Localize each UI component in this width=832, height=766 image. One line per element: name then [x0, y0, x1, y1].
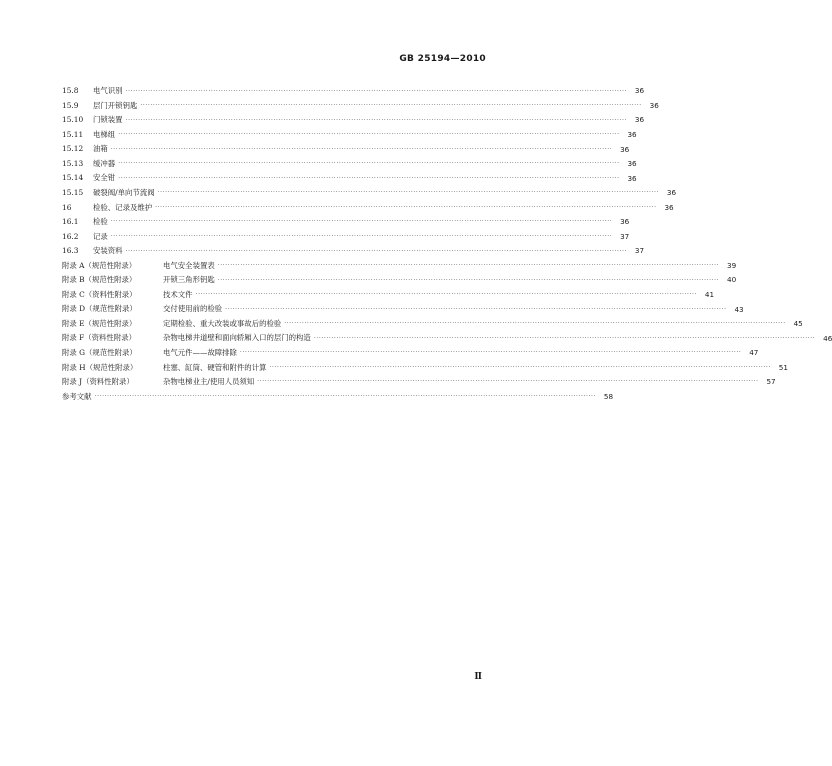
toc-entry-title: 破裂阀/单向节流阀 [93, 187, 155, 197]
toc-entry-page: 45 [793, 319, 803, 329]
toc-entry-number: 附录 H（规范性附录） [62, 362, 138, 372]
toc-entry-page: 57 [766, 377, 776, 387]
toc-entry-page: 36 [627, 173, 637, 183]
toc-entry-title: 技术文件 [163, 289, 193, 299]
toc-entry[interactable] [62, 356, 788, 372]
toc-entry-number: 15.14 [62, 173, 84, 183]
toc-leader-dots: ········································································································································································································ [269, 363, 771, 371]
toc-entry-title: 油箱 [93, 144, 108, 154]
toc-entry-number: 15.12 [62, 144, 84, 154]
toc-entry[interactable] [62, 124, 637, 139]
toc-entry-number: 16 [62, 202, 72, 212]
toc-entry[interactable] [62, 153, 637, 169]
toc-entry-number: 15.11 [62, 129, 84, 139]
toc-entry[interactable] [62, 255, 737, 270]
toc-leader-dots: ········································································································································································································ [118, 131, 620, 139]
toc-entry-number: 附录 B（规范性附录） [62, 275, 137, 285]
toc-entry-page: 39 [727, 260, 737, 270]
toc-entry-page: 40 [727, 275, 737, 285]
toc-leader-dots: ········································································································································································································ [125, 116, 628, 124]
toc-entry[interactable] [62, 298, 744, 314]
toc-leader-dots: ········································································································································································································ [257, 378, 759, 386]
toc-leader-dots: ········································································································································································································ [217, 262, 720, 270]
toc-entry[interactable] [62, 80, 645, 96]
toc-leader-dots: ········································································································································································································ [217, 276, 720, 284]
toc-leader-dots: ········································································································································································································ [125, 247, 628, 255]
toc-leader-dots: ········································································································································································································ [118, 174, 620, 182]
toc-entry-title: 电气识别 [93, 86, 123, 96]
toc-entry[interactable] [62, 211, 630, 227]
toc-entry-title: 电梯组 [93, 129, 116, 139]
toc-entry-title: 电气安全装置表 [163, 260, 215, 270]
toc-leader-dots: ········································································································································································································ [225, 305, 727, 313]
toc-leader-dots: ········································································································································································································ [155, 203, 657, 211]
toc-entry-title: 柱塞、缸筒、硬管和附件的计算 [163, 362, 267, 372]
toc-entry-title: 定期检验、重大改装或事故后的检验 [163, 318, 282, 328]
toc-entry-number: 附录 E（规范性附录） [62, 318, 137, 328]
toc-entry[interactable] [62, 225, 630, 241]
page-number: Ⅱ [474, 672, 482, 682]
toc-leader-dots: ········································································································································································································ [94, 393, 597, 401]
toc-entry-number: 15.10 [62, 115, 84, 125]
toc-leader-dots: ········································································································································································································ [284, 320, 786, 328]
toc-entry-title: 检验、记录及维护 [93, 202, 153, 212]
toc-entry-page: 47 [749, 348, 759, 358]
toc-entry-title: 安装资料 [93, 246, 123, 256]
toc-entry-title: 记录 [93, 231, 108, 241]
toc-entry-page: 36 [620, 217, 630, 227]
toc-entry-title: 检验 [93, 217, 108, 227]
toc-entry-page: 36 [666, 188, 677, 198]
toc-entry[interactable] [62, 196, 674, 212]
toc-leader-dots: ········································································································································································································ [313, 334, 816, 342]
toc-entry-title: 参考文献 [62, 391, 92, 401]
toc-entry-title: 层门开锁钥匙 [93, 100, 138, 110]
toc-entry-number: 16.2 [62, 231, 79, 241]
toc-entry-page: 51 [778, 362, 788, 372]
toc-entry[interactable] [62, 240, 645, 256]
toc-leader-dots: ········································································································································································································ [239, 349, 742, 357]
toc-entry-page: 46 [823, 333, 832, 343]
toc-leader-dots: ········································································································································································································ [140, 102, 642, 110]
toc-entry[interactable] [62, 342, 759, 358]
toc-entry-title: 杂物电梯业主/使用人员须知 [163, 377, 255, 387]
toc-entry-page: 37 [620, 231, 630, 241]
toc-entry[interactable] [62, 109, 645, 125]
toc-entry[interactable] [62, 269, 737, 285]
toc-entry-page: 36 [627, 159, 637, 169]
toc-entry-title: 交付使用前的检验 [163, 304, 223, 314]
toc-entry-page: 36 [627, 129, 637, 139]
toc-entry-page: 36 [634, 86, 645, 96]
toc-entry[interactable] [62, 327, 832, 343]
toc-leader-dots: ········································································································································································································ [125, 87, 628, 95]
toc-entry-number: 15.13 [62, 158, 84, 168]
toc-entry-page: 58 [603, 391, 614, 401]
toc-entry-number: 附录 D（规范性附录） [62, 304, 137, 314]
toc-entry-page: 41 [704, 290, 715, 299]
toc-entry-number: 16.1 [62, 217, 79, 227]
toc-leader-dots: ········································································································································································································ [110, 145, 613, 153]
toc-entry-page: 43 [734, 304, 744, 314]
toc-entry-title: 电气元件——故障排除 [163, 347, 237, 357]
toc-leader-dots: ········································································································································································································ [110, 233, 613, 241]
toc-entry-title: 开锁三角形钥匙 [163, 275, 215, 285]
toc-entry-number: 附录 F（资料性附录） [62, 333, 136, 343]
toc-entry-page: 36 [620, 144, 630, 154]
toc-entry[interactable] [62, 95, 659, 110]
toc-entry-page: 36 [664, 202, 674, 212]
toc-leader-dots: ········································································································································································································ [157, 189, 660, 197]
toc-entry[interactable] [62, 167, 637, 183]
toc-entry-number: 附录 J（资料性附录） [62, 377, 134, 387]
toc-entry[interactable] [62, 284, 715, 299]
toc-entry-number: 15.15 [62, 187, 84, 197]
toc-leader-dots: ········································································································································································································ [195, 291, 698, 299]
table-of-contents [62, 80, 832, 401]
toc-entry[interactable] [62, 385, 614, 401]
toc-entry-number: 15.9 [62, 100, 79, 110]
toc-entry-title: 缓冲器 [93, 158, 116, 168]
toc-entry-title: 安全钳 [93, 173, 116, 183]
toc-entry[interactable] [62, 138, 630, 154]
toc-entry-page: 36 [649, 100, 659, 110]
toc-entry-number: 附录 A（规范性附录） [62, 260, 137, 270]
toc-entry-title: 门锁装置 [93, 115, 123, 125]
standard-code: GB 25194—2010 [399, 54, 486, 64]
toc-leader-dots: ········································································································································································································ [110, 218, 613, 226]
toc-entry[interactable] [62, 371, 776, 387]
toc-entry-page: 37 [634, 246, 645, 256]
toc-entry-number: 15.8 [62, 86, 79, 96]
toc-leader-dots: ········································································································································································································ [118, 160, 620, 168]
toc-entry[interactable] [62, 313, 803, 329]
toc-entry-number: 附录 G（规范性附录） [62, 347, 137, 357]
toc-entry-number: 附录 C（资料性附录） [62, 289, 137, 299]
toc-entry[interactable] [62, 182, 677, 198]
toc-entry-number: 16.3 [62, 246, 79, 256]
toc-entry-title: 杂物电梯井道壁和面向轿厢入口的层门的构造 [163, 333, 311, 343]
toc-entry-page: 36 [634, 115, 645, 125]
